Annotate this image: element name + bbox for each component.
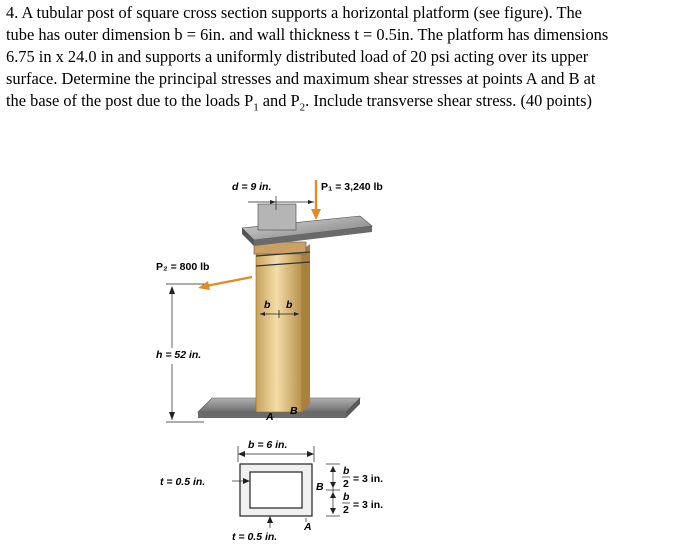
post-b-left-label: b — [264, 299, 271, 311]
frac-bottom-den: 2 — [343, 504, 349, 516]
problem-line-1: 4. A tubular post of square cross section supports a horizontal platform (see figure). The — [6, 3, 582, 22]
section-t-left-label: t = 0.5 in. — [160, 476, 206, 488]
p1-subscript: 1 — [253, 101, 259, 114]
post-point-a-label: A — [266, 411, 274, 423]
tubular-post — [254, 242, 310, 412]
post-b-right-label: b — [286, 299, 293, 311]
label-p2: P₂ = 800 lb — [156, 261, 210, 273]
section-b-label: b = 6 in. — [248, 439, 288, 451]
section-point-a-label: A — [304, 521, 312, 533]
post-point-b-label: B — [290, 405, 298, 417]
cross-section — [160, 439, 383, 543]
section-t-bottom-label: t = 0.5 in. — [232, 531, 278, 543]
frac-top-num: b — [343, 465, 350, 477]
label-p1: P₁ = 3,240 lb — [321, 181, 383, 193]
frac-top-den: 2 — [343, 478, 349, 490]
half-b-bottom-label: = 3 in. — [353, 499, 384, 511]
dimension-h — [156, 284, 204, 422]
p2-subscript: 2 — [299, 101, 306, 114]
load-p1-arrow — [311, 180, 383, 220]
frac-bottom-num: b — [343, 491, 350, 503]
problem-line-2: tube has outer dimension b = 6in. and wall thickness t = 0.5in. The platform has dimensions — [6, 25, 609, 44]
half-b-top-label: = 3 in. — [353, 473, 384, 485]
problem-line-5-part-c: . Include transverse shear stress. (40 points) — [305, 91, 592, 110]
problem-line-5-part-a: the base of the post due to the loads P — [6, 91, 254, 110]
problem-line-4: surface. Determine the principal stresses and maximum shear stresses at points A and B at — [6, 69, 596, 88]
problem-line-3: 6.75 in x 24.0 in and supports a uniformly distributed load of 20 psi acting over its upper — [6, 47, 589, 66]
label-h: h = 52 in. — [156, 349, 202, 361]
platform — [242, 204, 372, 246]
section-point-b-label: B — [316, 481, 324, 493]
load-p2-arrow — [156, 261, 252, 290]
problem-line-5-part-b: and P — [258, 91, 300, 110]
label-d: d = 9 in. — [232, 181, 272, 193]
